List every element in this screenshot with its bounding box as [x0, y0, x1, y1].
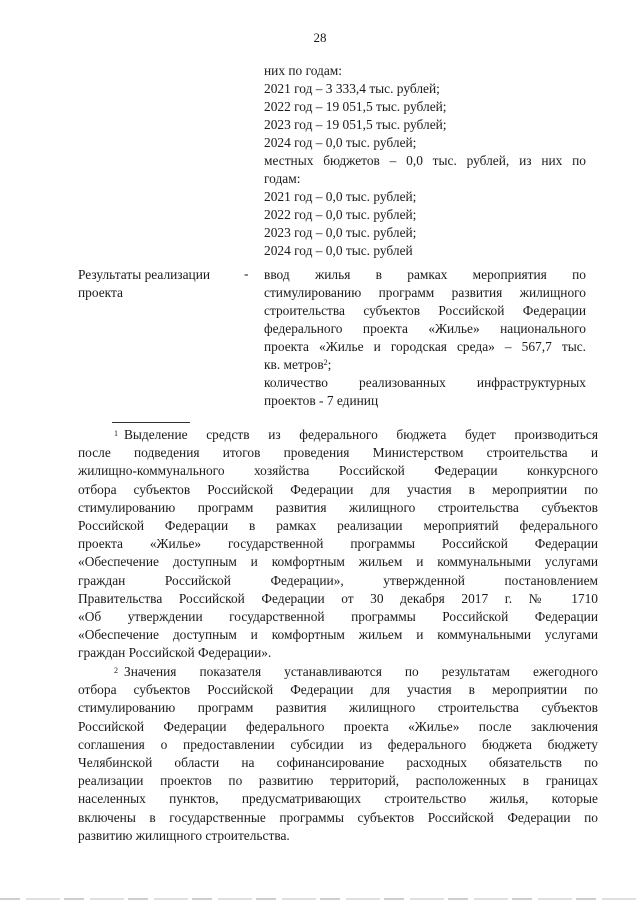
- results-line: проектов - 7 единиц: [264, 393, 379, 408]
- footnote-line: развитию жилищного строительства.: [78, 827, 290, 843]
- footnote-line: Российской Федерации федерального проекта «Жилье» после заключения: [78, 718, 598, 734]
- footnote-line: Правительства Российской Федерации от 30 декабря 2017 г. № 1710: [78, 590, 598, 606]
- footnote-separator: [112, 422, 190, 423]
- footnote-line: [78, 663, 598, 681]
- footnote-line: стимулированию программ развития жилищного строительства субъектов: [78, 499, 598, 515]
- results-block: [264, 266, 586, 410]
- funding-line: 2023 год – 19 051,5 тыс. рублей;: [264, 117, 447, 132]
- footnote-line: после подведения итогов проведения Министерством строительства и: [78, 445, 598, 461]
- funding-line: 2021 год – 0,0 тыс. рублей;: [264, 189, 417, 204]
- footnote-line: Челябинской области на софинансирование расходных обязательств по: [78, 754, 598, 770]
- footnote-line: «Обеспечение доступным и комфортным жильем и коммунальными услугами: [78, 627, 598, 643]
- footnote-line: [78, 426, 598, 444]
- units-tail: ;: [327, 357, 332, 372]
- funding-line: 2021 год – 3 333,4 тыс. рублей;: [264, 81, 440, 96]
- footnote-2: [78, 663, 598, 845]
- funding-line: 2022 год – 19 051,5 тыс. рублей;: [264, 99, 447, 114]
- footnote-line: Российской Федерации в рамках реализации мероприятий федерального: [78, 517, 598, 533]
- funding-line: 2023 год – 0,0 тыс. рублей;: [264, 225, 417, 240]
- footnote-mark: 2: [114, 666, 118, 675]
- label-dash: -: [244, 266, 249, 281]
- footnote-mark: 1: [114, 429, 118, 438]
- funding-line: 2024 год – 0,0 тыс. рублей: [264, 243, 413, 258]
- footnote-1: [78, 426, 598, 662]
- funding-line: годам:: [264, 171, 301, 186]
- footnote-line: стимулированию программ развития жилищного строительства субъектов: [78, 700, 598, 716]
- footnote-line: «Об утверждении государственной программы Российской Федерации: [78, 608, 598, 624]
- results-label: [78, 266, 258, 302]
- results-units-line: [264, 356, 586, 374]
- footnote-line: реализации проектов по развитию территорий, расположенных в границах: [78, 773, 598, 789]
- funding-line: 2024 год – 0,0 тыс. рублей;: [264, 135, 417, 150]
- footnote-line: отбора субъектов Российской Федерации для участия в мероприятии по: [78, 682, 598, 698]
- results-line: проекта «Жилье и городская среда» – 567,7 тыс.: [264, 339, 586, 354]
- scan-edge-artifact: [0, 898, 640, 900]
- funding-line: 2022 год – 0,0 тыс. рублей;: [264, 207, 417, 222]
- footnote-text: Выделение средств из федерального бюджета будет производиться: [124, 427, 598, 442]
- results-line: стимулированию программ развития жилищного: [264, 285, 586, 300]
- results-label-line: Результаты реализации: [78, 267, 211, 282]
- results-line: строительства субъектов Российской Федерации: [264, 303, 586, 318]
- footnote-line: соглашения о предоставлении субсидии из федерального бюджета бюджету: [78, 736, 598, 752]
- footnote-line: населенных пунктов, предусматривающих строительство жилья, которые: [78, 791, 598, 807]
- footnote-line: включены в государственные программы субъектов Российской Федерации по: [78, 809, 598, 825]
- footnote-line: «Обеспечение доступным и комфортным жильем и коммунальными услугами: [78, 554, 598, 570]
- page-number: 28: [313, 30, 327, 45]
- footnote-line: граждан Российской Федерации», утвержденной постановлением: [78, 572, 598, 588]
- funding-line: местных бюджетов – 0,0 тыс. рублей, из них по: [264, 153, 586, 168]
- results-line: ввод жилья в рамках мероприятия по: [264, 267, 586, 282]
- footnote-ref: 2: [323, 358, 328, 367]
- results-label-line: проекта: [78, 285, 123, 300]
- units-text: кв. метров: [264, 357, 324, 372]
- results-line: количество реализованных инфраструктурных: [264, 375, 586, 390]
- funding-line: них по годам:: [264, 63, 343, 78]
- footnote-line: отбора субъектов Российской Федерации для участия в мероприятии по: [78, 481, 598, 497]
- footnote-line: жилищно-коммунального хозяйства Российской Федерации конкурсного: [78, 463, 598, 479]
- footnote-line: граждан Российской Федерации».: [78, 645, 272, 661]
- footnote-line: проекта «Жилье» государственной программы Российской Федерации: [78, 536, 598, 552]
- footnote-text: Значения показателя устанавливаются по результатам ежегодного: [124, 664, 598, 679]
- funding-block: [264, 62, 586, 260]
- results-line: федерального проекта «Жилье» национального: [264, 321, 586, 336]
